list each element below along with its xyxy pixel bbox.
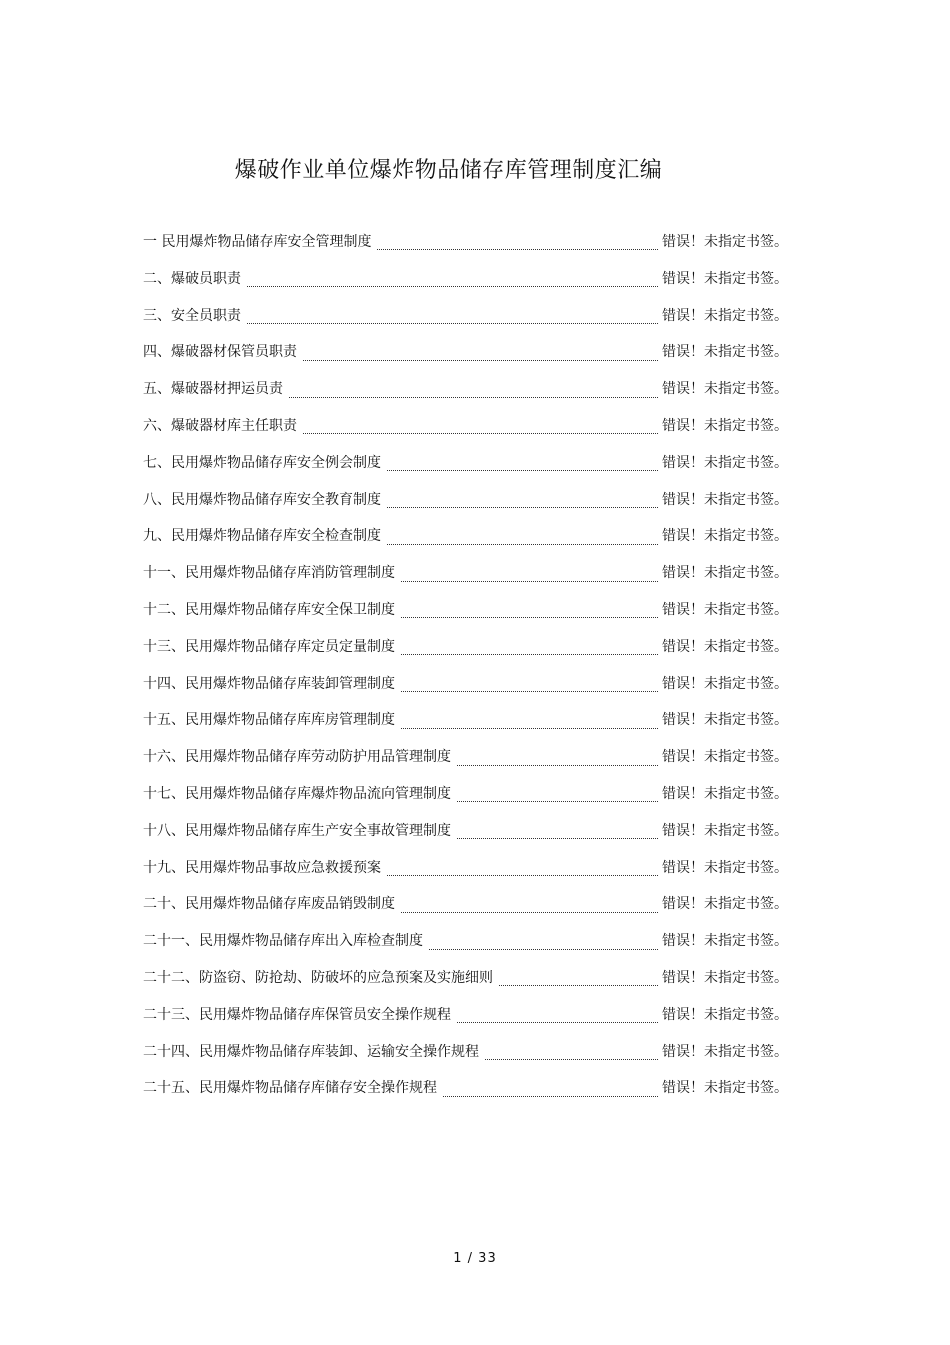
toc-dot-leader xyxy=(457,764,658,766)
toc-dot-leader xyxy=(443,1095,658,1097)
toc-entry[interactable] xyxy=(143,668,788,705)
toc-dot-leader xyxy=(247,322,658,324)
page-number: 1 / 33 xyxy=(453,1251,497,1266)
toc-entry-page-ref: 错误！未指定书签。 xyxy=(662,491,788,508)
toc-entry-page-ref: 错误！未指定书签。 xyxy=(662,896,788,913)
toc-entry-page-ref: 错误！未指定书签。 xyxy=(662,1080,788,1097)
toc-entry[interactable] xyxy=(143,925,788,962)
toc-entry-page-ref: 错误！未指定书签。 xyxy=(662,565,788,582)
toc-dot-leader xyxy=(303,432,658,434)
toc-entry-label: 一 民用爆炸物品储存库安全管理制度 xyxy=(143,234,372,250)
toc-entry-label: 二十、民用爆炸物品储存库废品销毁制度 xyxy=(143,896,395,913)
toc-entry-page-ref: 错误！未指定书签。 xyxy=(662,859,788,876)
toc-dot-leader xyxy=(457,1021,658,1023)
toc-entry-page-ref: 错误！未指定书签。 xyxy=(662,675,788,692)
toc-entry-label: 二十二、防盗窃、防抢劫、防破坏的应急预案及实施细则 xyxy=(143,969,493,986)
toc-entry-label: 十五、民用爆炸物品储存库库房管理制度 xyxy=(143,712,395,729)
toc-entry-page-ref: 错误！未指定书签。 xyxy=(662,1006,788,1023)
toc-dot-leader xyxy=(247,285,658,287)
toc-entry-page-ref: 错误！未指定书签。 xyxy=(662,528,788,545)
toc-entry[interactable] xyxy=(143,410,788,447)
toc-dot-leader xyxy=(457,800,658,802)
toc-entry-page-ref: 错误！未指定书签。 xyxy=(662,749,788,766)
toc-dot-leader xyxy=(401,911,658,913)
toc-entry[interactable] xyxy=(143,999,788,1036)
toc-dot-leader xyxy=(401,616,658,618)
toc-entry[interactable] xyxy=(143,741,788,778)
toc-dot-leader xyxy=(387,543,658,545)
toc-entry-page-ref: 错误！未指定书签。 xyxy=(662,234,788,250)
toc-entry-label: 三、安全员职责 xyxy=(143,307,241,324)
toc-entry[interactable] xyxy=(143,520,788,557)
toc-dot-leader xyxy=(377,248,658,250)
toc-dot-leader xyxy=(289,396,658,398)
toc-entry[interactable] xyxy=(143,1072,788,1109)
toc-entry-label: 十一、民用爆炸物品储存库消防管理制度 xyxy=(143,565,395,582)
toc-entry[interactable] xyxy=(143,484,788,521)
toc-entry-label: 十六、民用爆炸物品储存库劳动防护用品管理制度 xyxy=(143,749,451,766)
toc-entry[interactable] xyxy=(143,557,788,594)
toc-dot-leader xyxy=(485,1058,658,1060)
toc-entry-label: 十二、民用爆炸物品储存库安全保卫制度 xyxy=(143,601,395,618)
toc-entry-label: 二、爆破员职责 xyxy=(143,270,241,287)
toc-entry-label: 十三、民用爆炸物品储存库定员定量制度 xyxy=(143,638,395,655)
toc-dot-leader xyxy=(387,874,658,876)
toc-dot-leader xyxy=(499,984,658,986)
toc-entry-label: 十八、民用爆炸物品储存库生产安全事故管理制度 xyxy=(143,822,451,839)
toc-entry-label: 八、民用爆炸物品储存库安全教育制度 xyxy=(143,491,381,508)
toc-entry-label: 二十三、民用爆炸物品储存库保管员安全操作规程 xyxy=(143,1006,451,1023)
toc-entry-page-ref: 错误！未指定书签。 xyxy=(662,1043,788,1060)
toc-entry-page-ref: 错误！未指定书签。 xyxy=(662,933,788,950)
toc-entry-page-ref: 错误！未指定书签。 xyxy=(662,969,788,986)
toc-entry[interactable] xyxy=(143,631,788,668)
table-of-contents xyxy=(143,226,788,1109)
toc-entry[interactable] xyxy=(143,373,788,410)
toc-entry-label: 五、爆破器材押运员责 xyxy=(143,381,283,398)
toc-dot-leader xyxy=(457,837,658,839)
toc-entry[interactable] xyxy=(143,888,788,925)
toc-entry-page-ref: 错误！未指定书签。 xyxy=(662,822,788,839)
toc-entry[interactable] xyxy=(143,962,788,999)
toc-entry-label: 七、民用爆炸物品储存库安全例会制度 xyxy=(143,454,381,471)
toc-entry-page-ref: 错误！未指定书签。 xyxy=(662,270,788,287)
toc-entry-label: 四、爆破器材保管员职责 xyxy=(143,344,297,361)
toc-entry-label: 六、爆破器材库主任职责 xyxy=(143,417,297,434)
toc-entry-label: 十九、民用爆炸物品事故应急救援预案 xyxy=(143,859,381,876)
toc-dot-leader xyxy=(429,948,658,950)
toc-entry[interactable] xyxy=(143,336,788,373)
document-title: 爆破作业单位爆炸物品储存库管理制度汇编 xyxy=(234,158,663,183)
toc-entry-label: 十七、民用爆炸物品储存库爆炸物品流向管理制度 xyxy=(143,785,451,802)
toc-entry-page-ref: 错误！未指定书签。 xyxy=(662,417,788,434)
toc-entry[interactable] xyxy=(143,594,788,631)
toc-entry[interactable] xyxy=(143,263,788,300)
toc-dot-leader xyxy=(387,469,658,471)
toc-entry-page-ref: 错误！未指定书签。 xyxy=(662,307,788,324)
toc-entry-label: 二十五、民用爆炸物品储存库储存安全操作规程 xyxy=(143,1080,437,1097)
toc-entry-page-ref: 错误！未指定书签。 xyxy=(662,344,788,361)
toc-entry-label: 九、民用爆炸物品储存库安全检查制度 xyxy=(143,528,381,545)
toc-entry-label: 十四、民用爆炸物品储存库装卸管理制度 xyxy=(143,675,395,692)
toc-entry[interactable] xyxy=(143,300,788,337)
toc-entry-page-ref: 错误！未指定书签。 xyxy=(662,454,788,471)
toc-entry-page-ref: 错误！未指定书签。 xyxy=(662,381,788,398)
toc-dot-leader xyxy=(401,690,658,692)
toc-entry[interactable] xyxy=(143,778,788,815)
toc-entry[interactable] xyxy=(143,815,788,852)
toc-entry[interactable] xyxy=(143,447,788,484)
toc-entry-page-ref: 错误！未指定书签。 xyxy=(662,712,788,729)
toc-entry-page-ref: 错误！未指定书签。 xyxy=(662,638,788,655)
toc-entry[interactable] xyxy=(143,1036,788,1073)
toc-entry[interactable] xyxy=(143,704,788,741)
toc-dot-leader xyxy=(401,727,658,729)
toc-dot-leader xyxy=(303,359,658,361)
toc-entry[interactable] xyxy=(143,226,788,263)
toc-dot-leader xyxy=(401,653,658,655)
toc-entry[interactable] xyxy=(143,852,788,889)
toc-entry-page-ref: 错误！未指定书签。 xyxy=(662,601,788,618)
toc-entry-label: 二十四、民用爆炸物品储存库装卸、运输安全操作规程 xyxy=(143,1043,479,1060)
toc-entry-page-ref: 错误！未指定书签。 xyxy=(662,785,788,802)
toc-entry-label: 二十一、民用爆炸物品储存库出入库检查制度 xyxy=(143,933,423,950)
toc-dot-leader xyxy=(387,506,658,508)
toc-dot-leader xyxy=(401,580,658,582)
